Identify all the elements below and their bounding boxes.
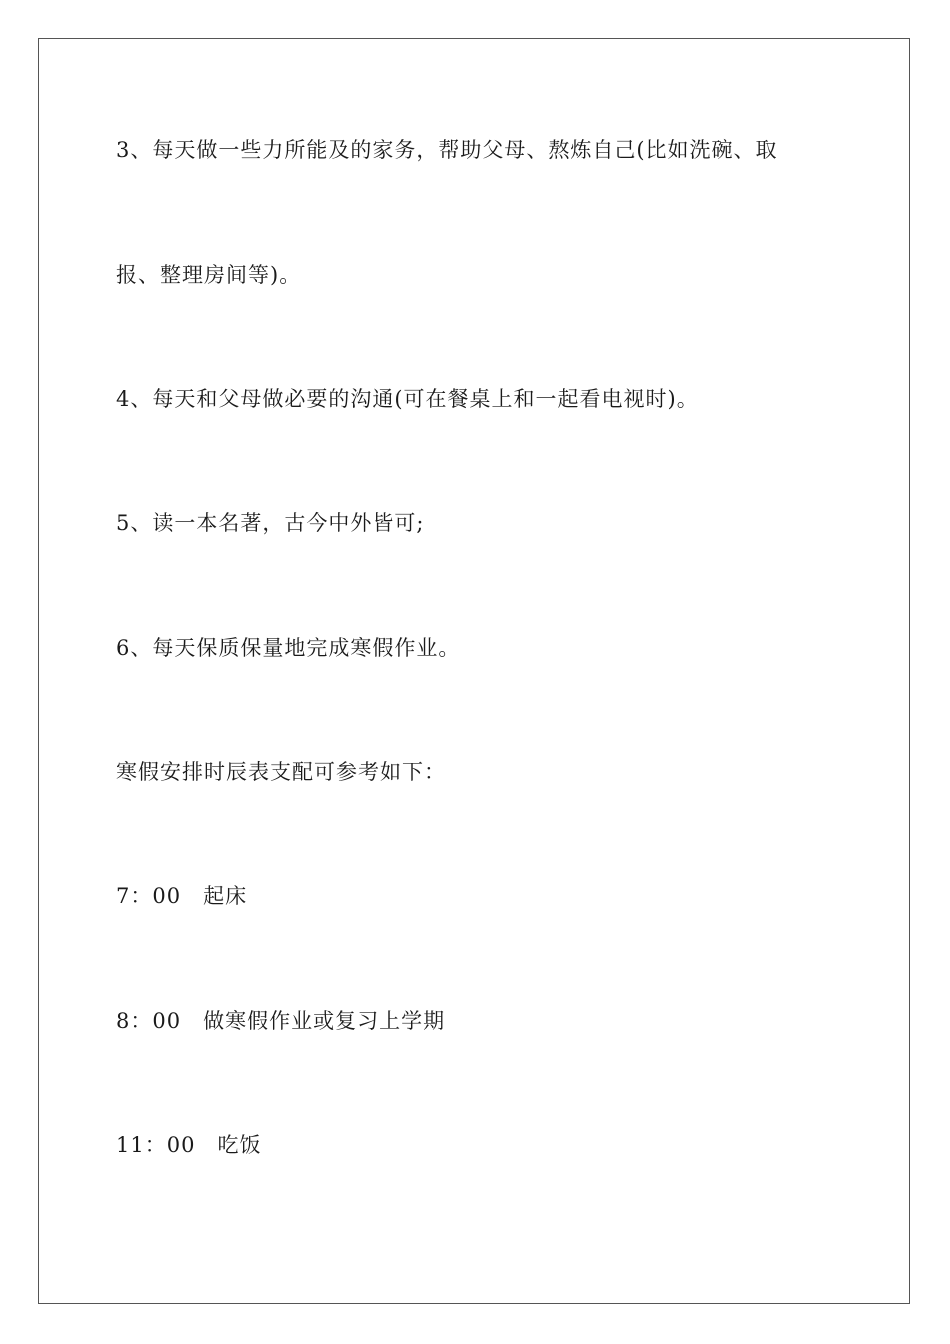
item-3-line-1: 3、每天做一些力所能及的家务，帮助父母、熬炼自己(比如洗碗、取 — [116, 138, 778, 162]
item-4: 4、每天和父母做必要的沟通(可在餐桌上和一起看电视时)。 — [116, 387, 699, 411]
item-3-line-2: 报、整理房间等)。 — [116, 263, 302, 287]
item-5: 5、读一本名著，古今中外皆可; — [116, 511, 425, 535]
page-border — [38, 38, 910, 1304]
schedule-heading: 寒假安排时辰表支配可参考如下： — [116, 760, 446, 784]
schedule-entry-0700: 7：00 起床 — [116, 884, 248, 908]
schedule-entry-0800: 8：00 做寒假作业或复习上学期 — [116, 1009, 446, 1033]
item-6: 6、每天保质保量地完成寒假作业。 — [116, 636, 461, 660]
schedule-entry-1100: 11：00 吃饭 — [116, 1133, 262, 1157]
